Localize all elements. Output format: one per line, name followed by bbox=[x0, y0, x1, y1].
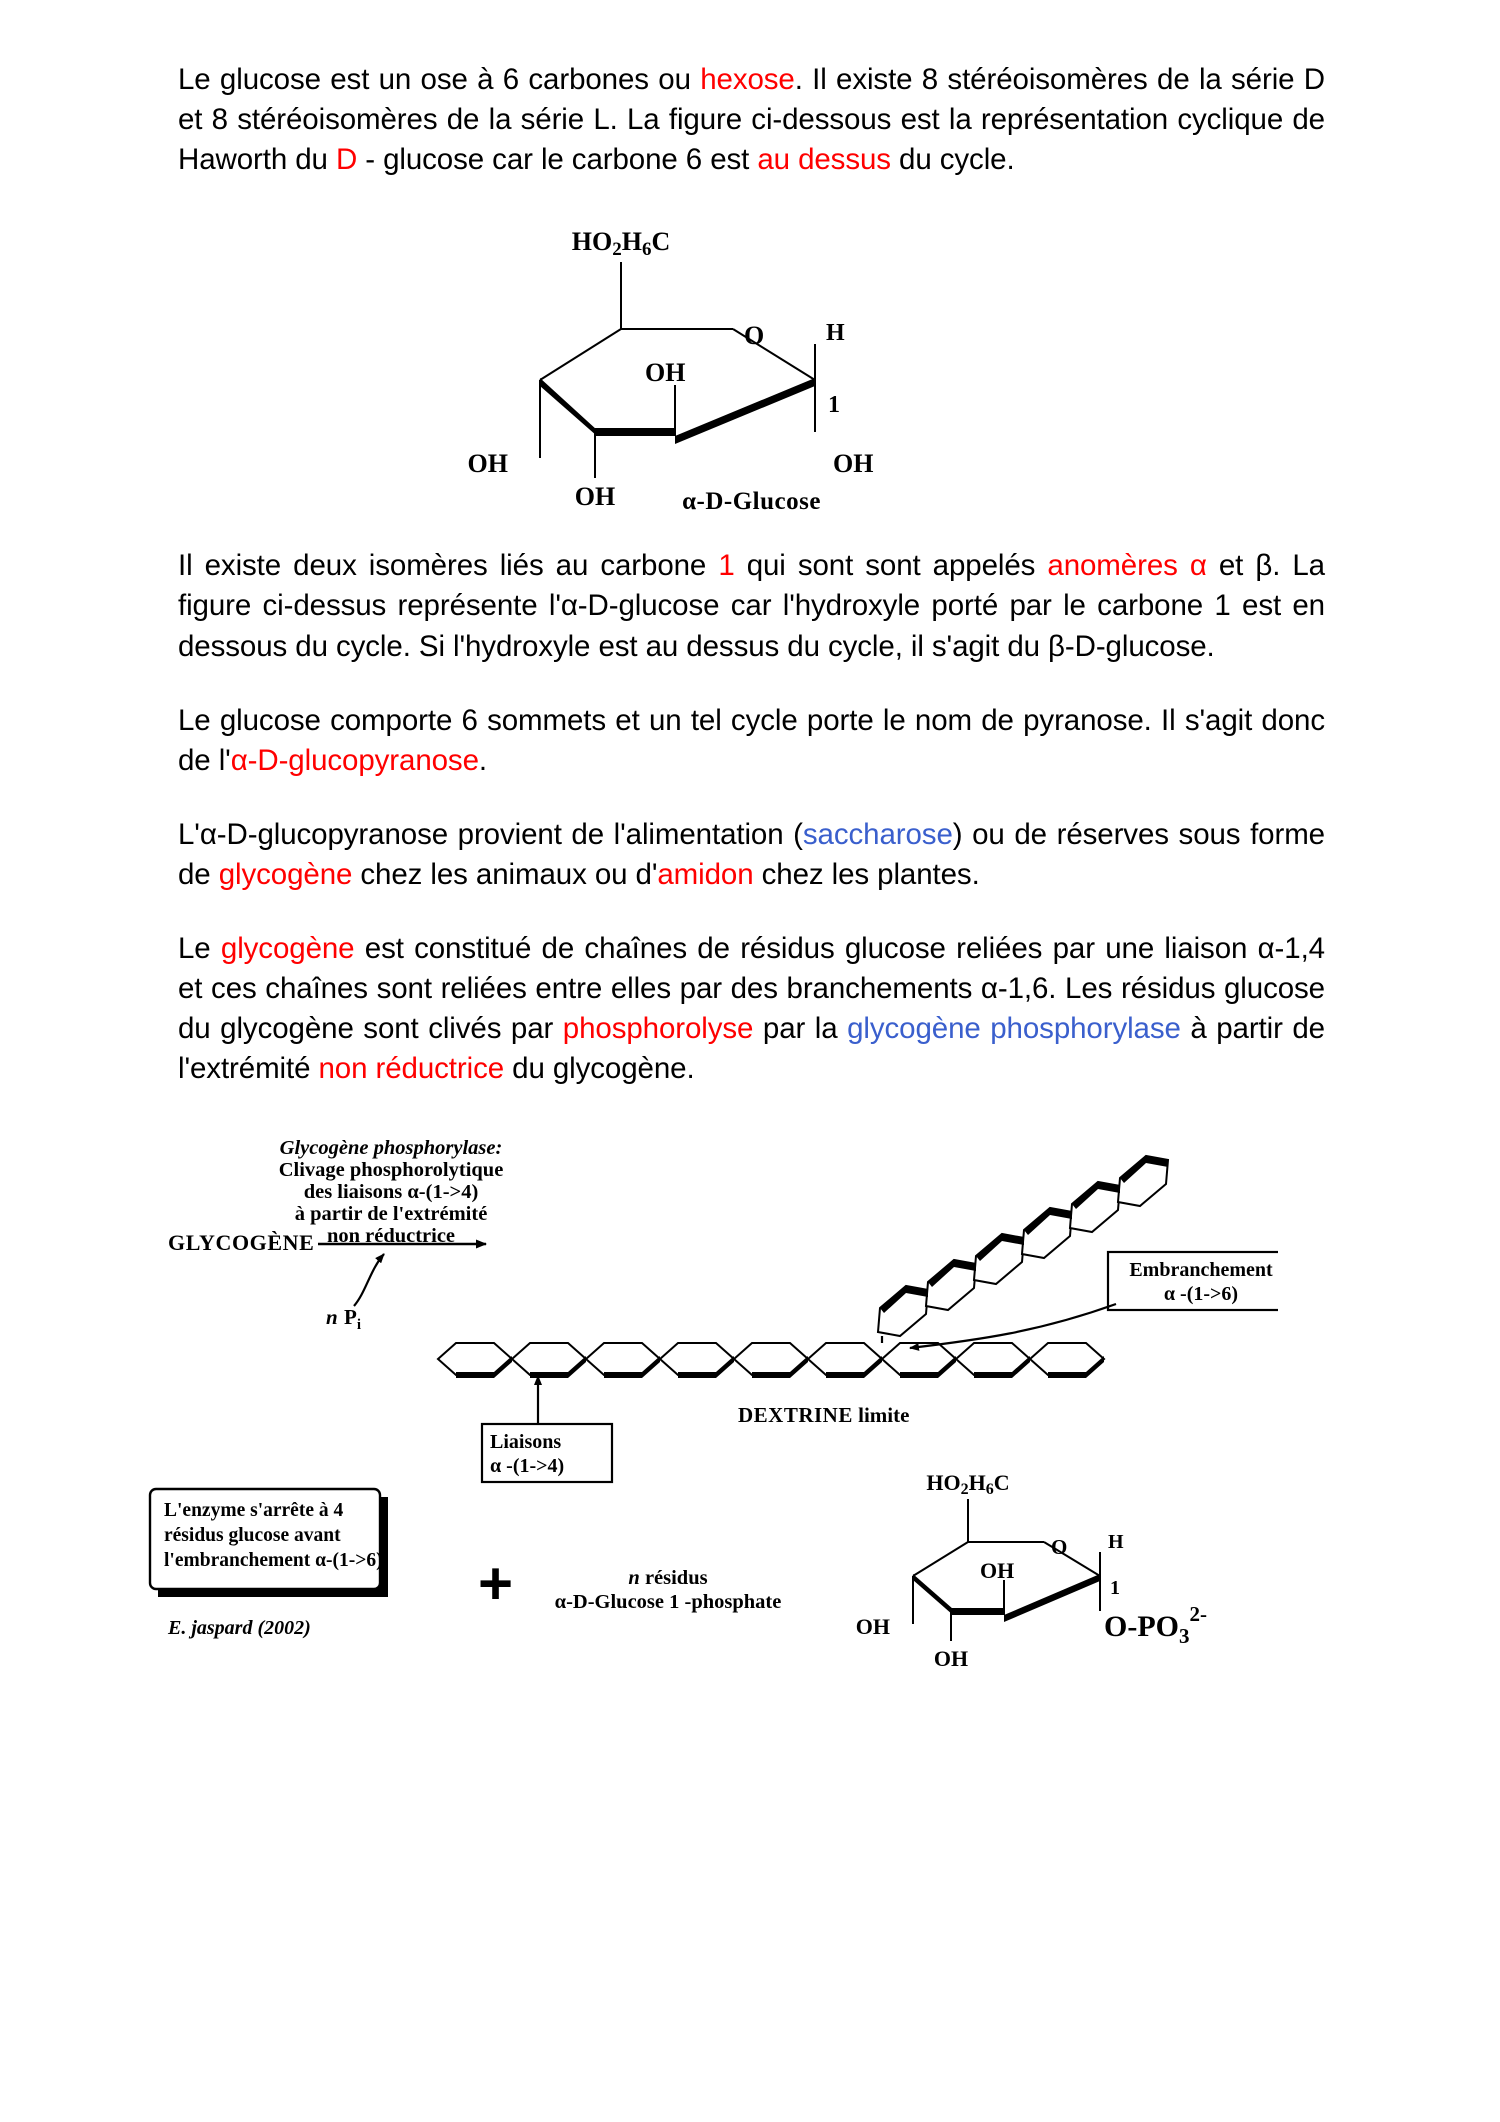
label-dextrine-limite: DEXTRINE limite bbox=[738, 1402, 910, 1427]
p5-segment-3: par la bbox=[753, 1012, 848, 1046]
label-n-stoichiometry: n bbox=[326, 1304, 338, 1329]
label-c6-hydroxymethyl: HO2H6C bbox=[571, 227, 671, 261]
enzyme-annotation-line-3: des liaisons α-(1->4) bbox=[303, 1180, 479, 1203]
p2-highlight-anomeres: anomères α bbox=[1047, 549, 1207, 583]
p1-segment-4: du cycle. bbox=[890, 143, 1015, 177]
linkage-callout-line-2: α -(1->4) bbox=[490, 1454, 565, 1477]
figure-glycogen-phosphorolysis bbox=[138, 1124, 1278, 1684]
product-label-oh-c2: OH bbox=[980, 1557, 1015, 1583]
paragraph-anomers bbox=[178, 546, 1325, 666]
product-label-phosphate: $O-PO_3^{2-}$ bbox=[1104, 1601, 1207, 1648]
enzyme-stop-callout bbox=[150, 1489, 388, 1597]
p5-highlight-glycogen-phosphorylase: glycogène phosphorylase bbox=[847, 1012, 1181, 1046]
p3-segment-1: Le glucose comporte 6 sommets et un tel cycle porte le nom de pyranose. Il s'agit donc de l' bbox=[178, 703, 1325, 777]
product-label-carbon-1-number: 1 bbox=[1110, 1576, 1120, 1599]
p1-highlight-au-dessus: au dessus bbox=[757, 143, 891, 177]
p1-segment-2: . Il existe 8 stéréoisomères de la série D et 8 stéréoisomères de la série L. La figure ci-dessous est la représentation cyclique de Haworth du bbox=[178, 63, 1325, 177]
paragraph-sources bbox=[178, 815, 1325, 895]
label-oh-c2: OH bbox=[645, 358, 686, 388]
p4-highlight-saccharose: saccharose bbox=[802, 817, 953, 851]
linkage-callout-line-1: Liaisons bbox=[490, 1430, 562, 1453]
p5-highlight-phosphorolyse: phosphorolyse bbox=[562, 1012, 754, 1046]
p2-segment-1: Il existe deux isomères liés au carbone bbox=[178, 549, 719, 583]
p4-segment-1: L'α-D-glucopyranose provient de l'alimentation ( bbox=[178, 817, 803, 851]
label-carbon-1-number: 1 bbox=[828, 392, 840, 419]
p4-segment-3: chez les animaux ou d' bbox=[352, 857, 658, 891]
p4-highlight-amidon: amidon bbox=[657, 857, 754, 891]
label-glycogene-substrate: GLYCOGÈNE bbox=[168, 1229, 315, 1255]
p4-segment-4: chez les plantes. bbox=[753, 857, 980, 891]
p1-segment-3: - glucose car le carbone 6 est bbox=[357, 143, 758, 177]
label-oh-c3: OH bbox=[574, 482, 616, 512]
p4-highlight-glycogene: glycogène bbox=[218, 857, 353, 891]
product-label-c6: HO2H6C bbox=[926, 1469, 1010, 1498]
enzyme-annotation-line-4: à partir de l'extrémité bbox=[294, 1202, 488, 1225]
branch-callout-line-1: Embranchement bbox=[1129, 1258, 1273, 1281]
linkage-callout bbox=[482, 1376, 612, 1482]
paragraph-glucose-intro bbox=[178, 60, 1325, 180]
label-h-anomeric: H bbox=[826, 320, 845, 347]
p5-segment-4: à partir de l'extrémité bbox=[178, 1012, 1325, 1086]
figure1-caption: α-D-Glucose bbox=[682, 488, 821, 516]
enzyme-annotation-line-5: non réductrice bbox=[326, 1224, 456, 1247]
enzyme-stop-line-3: l'embranchement α-(1->6) bbox=[164, 1549, 383, 1571]
enzyme-stop-line-1: L'enzyme s'arrête à 4 bbox=[164, 1499, 344, 1521]
p5-segment-2: est constitué de chaînes de résidus glucose reliées par une liaison α-1,4 et ces chaînes sont reliées entre elles par des branchements α-1,6. Les résidus glucose du glycogène sont clivés par bbox=[178, 932, 1325, 1046]
p3-highlight-glucopyranose: α-D-glucopyranose bbox=[230, 743, 479, 777]
p2-segment-3: et β. La figure ci-dessus représente l'α-D-glucose car l'hydroxyle porté par le carbone 1 est en dessous du cycle. Si l'hydroxyle est au dessus du cycle, il s'agit du β-D-glucose. bbox=[178, 549, 1325, 663]
enzyme-annotation-line-1: Glycogène phosphorylase: bbox=[279, 1136, 503, 1159]
figure-haworth-alpha-d-glucose bbox=[178, 200, 1325, 530]
paragraph-glycogen-structure bbox=[178, 929, 1325, 1089]
label-inorganic-phosphate: $P_i$ bbox=[344, 1304, 361, 1333]
p4-segment-2: ) ou de réserves sous forme de bbox=[178, 817, 1325, 891]
product-label-oh-c4: OH bbox=[855, 1613, 890, 1639]
product-label-ring-oxygen: O bbox=[1051, 1534, 1068, 1559]
product-label-line-2: α-D-Glucose 1 -phosphate bbox=[554, 1590, 782, 1613]
label-ring-oxygen: O bbox=[744, 321, 765, 351]
p2-highlight-carbon-1: 1 bbox=[718, 549, 735, 583]
enzyme-annotation-line-2: Clivage phosphorolytique bbox=[278, 1158, 504, 1181]
p1-highlight-d: D bbox=[335, 143, 358, 177]
figure-credit: E. jaspard (2002) bbox=[168, 1616, 311, 1639]
dextrin-main-chain bbox=[438, 1343, 1104, 1375]
p5-segment-1: Le bbox=[178, 932, 221, 966]
label-oh-c4: OH bbox=[467, 449, 508, 479]
product-label-h-anomeric: H bbox=[1108, 1530, 1124, 1553]
paragraph-pyranose bbox=[178, 701, 1325, 781]
p5-segment-5: du glycogène. bbox=[504, 1052, 695, 1086]
label-oh-c1: OH bbox=[833, 449, 874, 479]
plus-sign: + bbox=[478, 1549, 514, 1617]
enzyme-stop-line-2: résidus glucose avant bbox=[164, 1524, 341, 1546]
p5-highlight-non-reductrice: non réductrice bbox=[318, 1052, 505, 1086]
product-label-oh-c3: OH bbox=[933, 1645, 969, 1671]
p1-highlight-hexose: hexose bbox=[700, 63, 795, 96]
p1-segment-1: Le glucose est un ose à 6 carbones ou bbox=[178, 63, 701, 96]
product-structure-glucose-1-phosphate bbox=[856, 1470, 1207, 1671]
product-label-line-1: n résidus bbox=[628, 1566, 708, 1589]
p2-segment-2: qui sont sont appelés bbox=[734, 549, 1048, 583]
p3-segment-2: . bbox=[478, 743, 487, 777]
p5-highlight-glycogene: glycogène bbox=[220, 932, 355, 966]
branch-callout-line-2: α -(1->6) bbox=[1163, 1282, 1239, 1305]
